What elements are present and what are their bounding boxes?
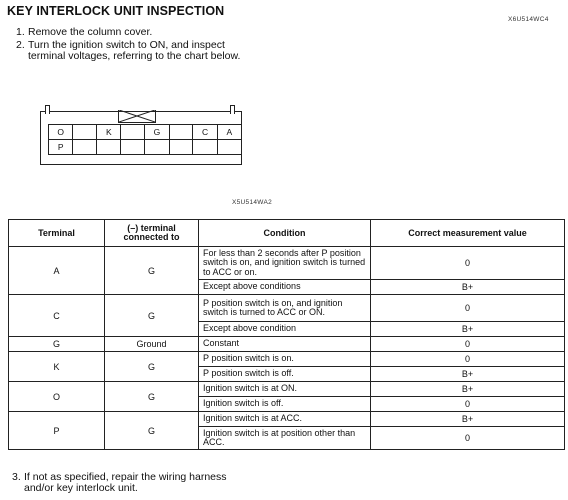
terminal-cell: O — [9, 382, 105, 412]
value-cell: 0 — [371, 397, 565, 412]
table-row — [9, 337, 565, 352]
condition-cell: Ignition switch is at ACC. — [199, 412, 371, 427]
pin-cell — [169, 140, 193, 155]
value-cell: B+ — [371, 322, 565, 337]
pin-cell: C — [193, 125, 217, 140]
step-text-continued: terminal voltages, referring to the chart below. — [28, 50, 241, 62]
figure-code-connector: X5U514WA2 — [232, 199, 273, 206]
table-row — [9, 295, 565, 322]
step-1 — [16, 27, 152, 38]
pin-cell — [145, 140, 169, 155]
table-header-row — [9, 220, 565, 247]
pin-cell — [121, 125, 145, 140]
connector-row-1 — [49, 125, 242, 140]
condition-cell: P position switch is off. — [199, 367, 371, 382]
value-cell: B+ — [371, 280, 565, 295]
value-cell: B+ — [371, 367, 565, 382]
page-title: KEY INTERLOCK UNIT INSPECTION — [7, 4, 225, 18]
condition-cell: Except above condition — [199, 322, 371, 337]
header-condition: Condition — [199, 220, 371, 247]
neg-terminal-cell: G — [105, 382, 199, 412]
connector-row-2 — [49, 140, 242, 155]
step-number: 3. — [12, 471, 21, 483]
pin-cell — [97, 140, 121, 155]
condition-cell: P position switch is on. — [199, 352, 371, 367]
neg-terminal-cell: G — [105, 412, 199, 450]
condition-cell: Except above conditions — [199, 280, 371, 295]
pin-cell — [169, 125, 193, 140]
connector-latch-icon — [118, 110, 156, 123]
terminal-cell: K — [9, 352, 105, 382]
pin-cell: G — [145, 125, 169, 140]
header-terminal: Terminal — [9, 220, 105, 247]
header-neg-line1: (–) terminal — [127, 223, 176, 233]
pin-cell: P — [49, 140, 73, 155]
pin-cell — [193, 140, 217, 155]
step-text: Turn the ignition switch to ON, and inspect — [28, 39, 225, 51]
table-row — [9, 247, 565, 280]
terminal-cell: P — [9, 412, 105, 450]
header-neg-line2: connected to — [123, 232, 180, 242]
pin-cell — [217, 140, 241, 155]
value-cell: 0 — [371, 352, 565, 367]
pin-cell: K — [97, 125, 121, 140]
neg-terminal-cell: G — [105, 352, 199, 382]
terminal-voltage-table — [8, 219, 565, 450]
header-value: Correct measurement value — [371, 220, 565, 247]
terminal-cell: C — [9, 295, 105, 337]
pin-cell: A — [217, 125, 241, 140]
connector-post-left — [45, 105, 50, 114]
table-row — [9, 412, 565, 427]
step-3 — [12, 472, 227, 494]
step-2 — [16, 40, 240, 62]
value-cell: 0 — [371, 247, 565, 280]
step-number: 2. — [16, 39, 25, 51]
pin-cell — [73, 125, 97, 140]
step-text-continued: and/or key interlock unit. — [24, 482, 138, 494]
step-number: 1. — [16, 26, 25, 38]
condition-cell: For less than 2 seconds after P position switch is on, and ignition switch is turned to ACC or on. — [199, 247, 371, 280]
table-row — [9, 382, 565, 397]
neg-terminal-cell: Ground — [105, 337, 199, 352]
value-cell: B+ — [371, 412, 565, 427]
condition-cell: Ignition switch is at position other than ACC. — [199, 427, 371, 450]
step-text: Remove the column cover. — [28, 26, 153, 38]
value-cell: 0 — [371, 295, 565, 322]
pin-cell — [121, 140, 145, 155]
connector-post-right — [230, 105, 235, 114]
condition-cell: Ignition switch is at ON. — [199, 382, 371, 397]
step-text: If not as specified, repair the wiring harness — [24, 471, 227, 483]
value-cell: B+ — [371, 382, 565, 397]
table-row — [9, 352, 565, 367]
condition-cell: P position switch is on, and ignition switch is turned to ACC or ON. — [199, 295, 371, 322]
connector-pin-grid — [48, 124, 242, 155]
condition-cell: Ignition switch is off. — [199, 397, 371, 412]
header-neg-terminal — [105, 220, 199, 247]
pin-cell — [73, 140, 97, 155]
condition-cell: Constant — [199, 337, 371, 352]
value-cell: 0 — [371, 427, 565, 450]
value-cell: 0 — [371, 337, 565, 352]
neg-terminal-cell: G — [105, 247, 199, 295]
terminal-cell: G — [9, 337, 105, 352]
terminal-cell: A — [9, 247, 105, 295]
neg-terminal-cell: G — [105, 295, 199, 337]
pin-cell: O — [49, 125, 73, 140]
connector-diagram — [40, 111, 242, 165]
figure-code-top: X6U514WC4 — [508, 16, 549, 23]
